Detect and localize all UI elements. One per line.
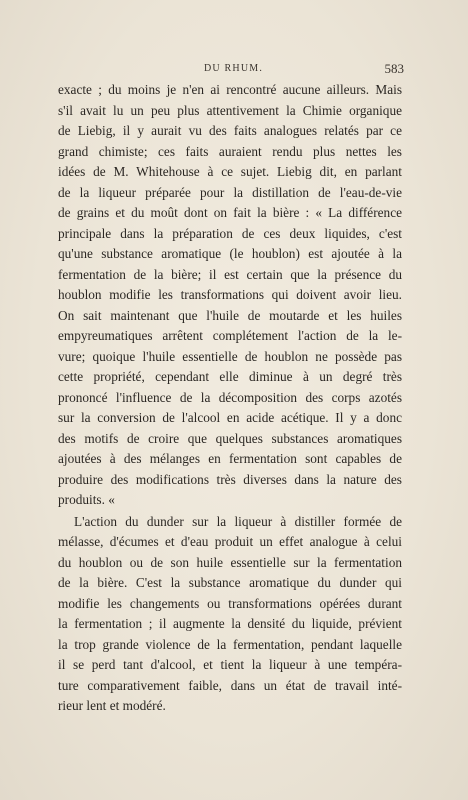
text-line: vure; quoique l'huile essentielle de houblon ne possède pas: [58, 348, 402, 364]
body-text: [58, 80, 402, 717]
text-line: exacte ; du moins je n'en ai rencontré aucune ailleurs. Mais: [58, 82, 402, 97]
running-title: DU RHUM.: [204, 63, 264, 74]
text-line: s'il avait lu un peu plus attentivement la Chimie organique: [58, 102, 402, 118]
text-line: prononcé l'influence de la décomposition des corps azotés: [58, 389, 402, 405]
text-line: On sait maintenant que l'huile de moutarde et les huiles: [58, 307, 402, 323]
text-line: il se perd tant d'alcool, et tient la liqueur à une tempéra-: [58, 657, 402, 672]
text-line: ajoutées à des mélanges en fermentation sont capables de: [58, 451, 402, 466]
text-line: idées de M. Whitehouse à ce sujet. Liebig dit, en parlant: [58, 164, 402, 179]
text-line: des motifs de croire que quelques substances aromatiques: [58, 430, 402, 446]
text-line: de Liebig, il y aurait vu des faits analogues relatés par ce: [58, 123, 402, 138]
text-line: produits. «: [58, 492, 115, 507]
text-line: qu'une substance aromatique (le houblon) est ajoutée à la: [58, 246, 402, 261]
text-line: L'action du dunder sur la liqueur à distiller formée de: [74, 513, 402, 529]
text-line: modifie les changements ou transformations opérées durant: [58, 595, 402, 611]
text-line: mélasse, d'écumes et d'eau produit un effet analogue à celui: [58, 534, 402, 549]
text-line: grand chimiste; ces faits auraient rendu plus nettes les: [58, 143, 402, 159]
text-line: ture comparativement faible, dans un état de travail inté-: [58, 677, 402, 693]
text-line: la fermentation ; il augmente la densité du liquide, prévient: [58, 616, 402, 631]
text-line: du houblon ou de son huile essentielle sur la fermentation: [58, 554, 402, 570]
running-head: [56, 62, 404, 78]
text-line: la trop grande violence de la fermentation, pendant laquelle: [58, 636, 402, 652]
text-line: houblon modifie les transformations qui doivent avoir lieu.: [58, 287, 402, 302]
text-line: empyreumatiques arrêtent complétement l'action de la le-: [58, 328, 402, 343]
text-line: cette propriété, cependant elle diminue à un degré très: [58, 369, 402, 384]
text-line: de la bière. C'est la substance aromatique du dunder qui: [58, 575, 402, 590]
text-line: de grains et du moût dont on fait la bière : « La différence: [58, 205, 402, 220]
text-line: fermentation de la bière; il est certain que la présence du: [58, 266, 402, 282]
page-number: 583: [384, 61, 404, 76]
text-line: rieur lent et modéré.: [58, 698, 166, 713]
text-line: de la liqueur préparée pour la distillation de l'eau-de-vie: [58, 184, 402, 200]
text-line: produire des modifications très diverses dans la nature des: [58, 471, 402, 487]
text-line: principale dans la préparation de ces deux liquides, c'est: [58, 225, 402, 241]
text-line: sur la conversion de l'alcool en acide acétique. Il y a donc: [58, 410, 402, 425]
